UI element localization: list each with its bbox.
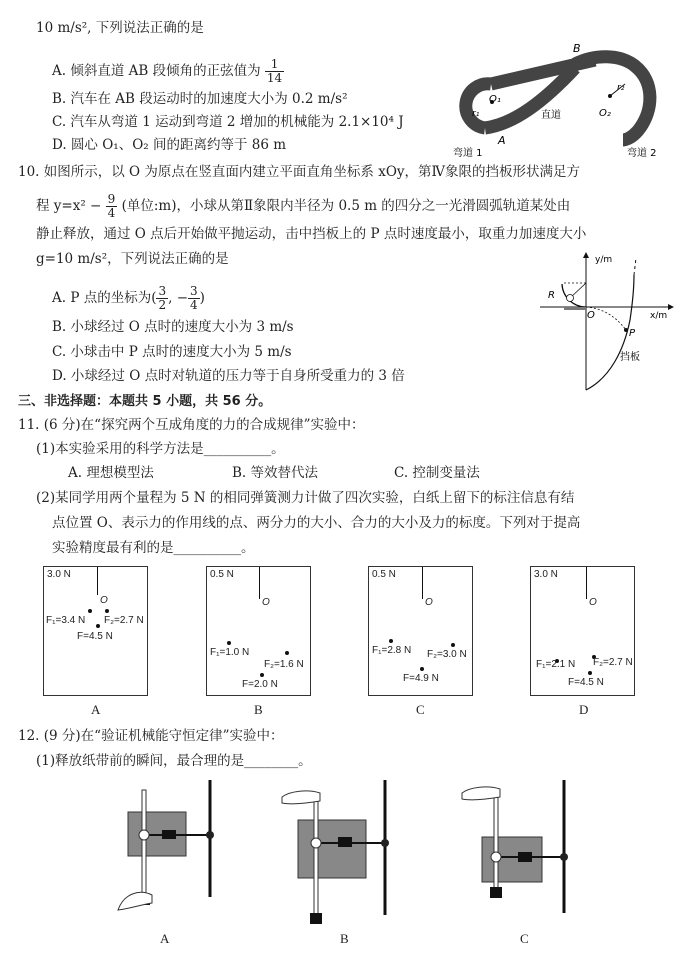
f-point — [588, 671, 592, 675]
q11-part1: (1)本实验采用的科学方法是__________。 — [36, 441, 285, 457]
f2-label: F₂=2.7 N — [593, 657, 633, 668]
q11-option-a: A. 理想模型法 — [68, 465, 154, 481]
q10-a-frac2 — [188, 285, 200, 312]
q12-part1: (1)释放纸带前的瞬间，最合理的是________。 — [36, 753, 312, 769]
label-O1: O₁ — [489, 94, 501, 105]
f1-point — [389, 639, 393, 643]
q11-part2-line3: 实验精度最有利的是__________。 — [52, 540, 255, 556]
q11-box-c-caption: C — [416, 702, 425, 717]
scale-label: 0.5 N — [210, 569, 234, 580]
q10-line3: 静止释放，通过 O 点后开始做平抛运动，击中挡板上的 P 点时速度最小，取重力加速度大小 — [36, 226, 587, 242]
q9-track-figure — [445, 40, 670, 158]
timer-box — [298, 820, 366, 878]
label-board: 挡板 — [620, 352, 640, 363]
q11-box-a — [43, 566, 148, 696]
fraction-numerator: 9 — [107, 192, 116, 206]
f-point — [420, 667, 424, 671]
q12-setup-b-caption: B — [340, 931, 349, 946]
q9-option-d: D. 圆心 O₁、O₂ 间的距离约等于 86 m — [52, 137, 287, 153]
timer-box — [482, 837, 542, 882]
q11-box-d — [530, 566, 635, 696]
q10-option-c: C. 小球击中 P 点时的速度大小为 5 m/s — [52, 344, 292, 360]
q10-a-post: ) — [199, 290, 205, 306]
q11-box-c — [368, 566, 473, 696]
q10-eq-fraction — [106, 193, 118, 220]
f2-label: F₂=1.6 N — [264, 659, 304, 670]
point-P — [624, 328, 628, 332]
fraction-numerator: 1 — [265, 58, 284, 72]
label-O: O — [587, 310, 595, 321]
f2-point — [285, 651, 289, 655]
label-P: P — [629, 328, 636, 339]
q11-box-a-caption: A — [91, 702, 101, 717]
q9-option-a-text: A. 倾斜直道 AB 段倾角的正弦值为 — [52, 63, 261, 79]
label-O2: O₂ — [599, 108, 611, 119]
hand-icon — [282, 791, 320, 804]
q10-option-d: D. 小球经过 O 点时对轨道的压力等于自身所受重力的 3 倍 — [52, 368, 405, 384]
fraction-denominator: 4 — [190, 298, 198, 312]
q10-eq-pre: 程 y=x² − — [36, 198, 102, 214]
thread-line — [586, 567, 587, 599]
bend-2-arc — [575, 57, 650, 140]
q10-option-b: B. 小球经过 O 点时的速度大小为 3 m/s — [52, 319, 294, 335]
f1-label: F₁=1.0 N — [210, 647, 250, 658]
q10-a-mid: , − — [168, 290, 189, 306]
hand-icon — [118, 892, 152, 910]
fraction-denominator: 2 — [158, 298, 167, 312]
f1-label: F₁=2.1 N — [536, 659, 576, 670]
f2-point — [451, 643, 455, 647]
scale-label: 3.0 N — [47, 569, 71, 580]
label-B: B — [573, 42, 581, 55]
q11-part2-line1: (2)某同学用两个量程为 5 N 的相同弹簧测力计做了四次实验，白纸上留下的标注信息有结 — [36, 490, 575, 506]
label-y: y/m — [595, 255, 613, 265]
weight — [310, 913, 322, 924]
ball — [567, 295, 574, 302]
f1-label: F₁=3.4 N — [46, 615, 86, 626]
q12-setup-b — [280, 775, 400, 935]
q10-coordinate-figure — [540, 250, 675, 395]
q12-setup-a — [110, 775, 230, 915]
q12-title: 12. (9 分)在“验证机械能守恒定律”实验中： — [18, 728, 284, 744]
q10-line1: 10. 如图所示，以 O 为原点在竖直面内建立平面直角坐标系 xOy，第Ⅳ象限的挡板形状满足方 — [18, 164, 580, 180]
q10-line4: g=10 m/s²，下列说法正确的是 — [36, 251, 229, 267]
paper-tape — [494, 793, 498, 889]
q9-option-c: C. 汽车从弯道 1 运动到弯道 2 增加的机械能为 2.1×10⁴ J — [52, 114, 404, 130]
f2-point — [105, 609, 109, 613]
q11-title: 11. (6 分)在“探究两个互成角度的力的合成规律”实验中： — [18, 417, 365, 433]
q9-option-a-fraction — [265, 58, 284, 85]
f2-label: F₂=2.7 N — [104, 615, 144, 626]
q11-box-d-caption: D — [579, 702, 589, 717]
f-point — [96, 624, 100, 628]
label-A: A — [498, 134, 506, 147]
thread-line — [259, 567, 260, 599]
f-label: F=4.5 N — [77, 631, 113, 642]
thread-line — [422, 567, 423, 599]
q10-line2 — [36, 193, 570, 220]
f-label: F=4.9 N — [403, 673, 439, 684]
q10-a-frac1 — [156, 285, 168, 312]
f1-point — [227, 641, 231, 645]
q9-option-a — [52, 58, 284, 85]
thread-line — [97, 567, 98, 595]
fraction-denominator: 4 — [107, 206, 116, 220]
q12-setup-a-caption: A — [160, 931, 170, 946]
f1-point — [88, 609, 92, 613]
q11-box-b-caption: B — [254, 702, 263, 717]
fraction-numerator: 3 — [158, 284, 167, 298]
q11-part2-line2: 点位置 O、表示力的作用线的点、两分力的大小、合力的大小及力的标度。下列对于提高 — [52, 515, 581, 531]
paper-tape — [142, 790, 146, 898]
f-point — [260, 673, 264, 677]
arc-track — [562, 284, 586, 307]
point-o-label: O — [589, 597, 597, 608]
q9-option-b: B. 汽车在 AB 段运动时的加速度大小为 0.2 m/s² — [52, 91, 348, 107]
q10-a-pre: A. P 点的坐标为( — [52, 290, 157, 306]
paper-tape — [314, 793, 318, 915]
point-o-label: O — [262, 597, 270, 608]
label-road: 直道 — [541, 110, 561, 121]
label-x: x/m — [650, 311, 668, 321]
f1-label: F₁=2.8 N — [372, 645, 412, 656]
scale-label: 3.0 N — [534, 569, 558, 580]
weight — [490, 887, 502, 898]
label-R: R — [548, 290, 555, 301]
f-label: F=2.0 N — [242, 679, 278, 690]
fraction-numerator: 3 — [190, 284, 198, 298]
label-bend1: 弯道 1 — [453, 148, 483, 158]
q11-option-c: C. 控制变量法 — [394, 465, 480, 481]
q10-eq-post: (单位:m)，小球从第Ⅱ象限内半径为 0.5 m 的四分之一光滑圆弧轨道某处由 — [121, 198, 571, 214]
label-r1: r₁ — [472, 109, 480, 119]
label-r2: r₂ — [617, 83, 625, 93]
f-label: F=4.5 N — [568, 677, 604, 688]
label-bend2: 弯道 2 — [627, 148, 657, 158]
q12-setup-c — [460, 775, 580, 935]
f2-label: F₂=3.0 N — [427, 649, 467, 660]
point-o-label: O — [425, 597, 433, 608]
q10-option-a — [52, 285, 205, 312]
q12-setup-c-caption: C — [520, 931, 529, 946]
scale-label: 0.5 N — [372, 569, 396, 580]
hand-icon — [462, 787, 500, 800]
fraction-denominator: 14 — [266, 71, 283, 85]
point-o-label: O — [100, 595, 108, 606]
q9-stem-tail: 10 m/s², 下列说法正确的是 — [36, 20, 204, 36]
q11-option-b: B. 等效替代法 — [232, 465, 319, 481]
q11-box-b — [206, 566, 311, 696]
section-3-header: 三、非选择题：本题共 5 小题，共 56 分。 — [18, 394, 272, 409]
board-curve — [586, 275, 634, 390]
